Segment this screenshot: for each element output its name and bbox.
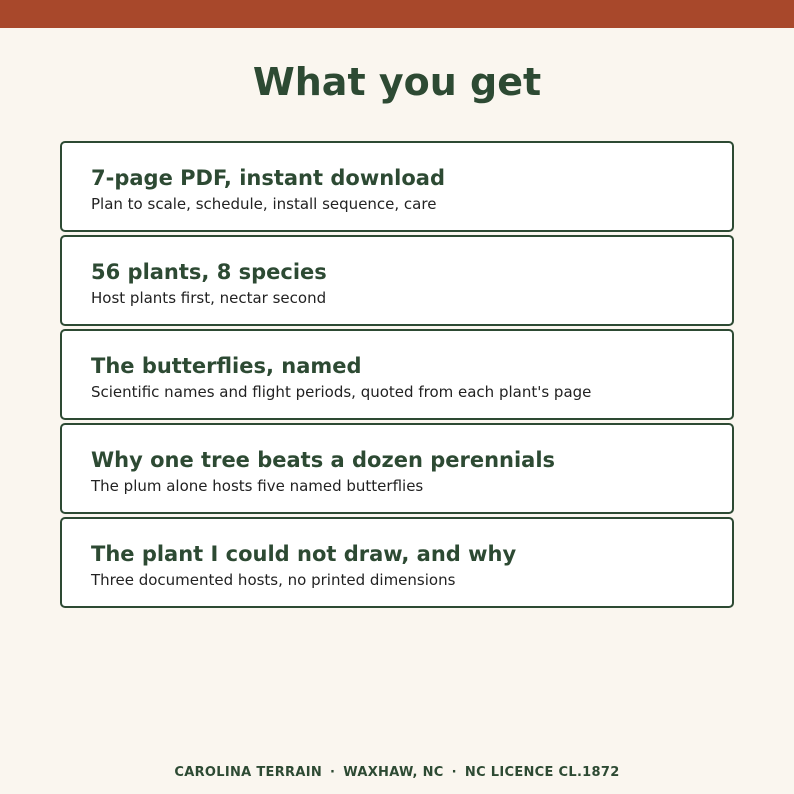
feature-card-title: 7-page PDF, instant download: [91, 166, 445, 190]
footer-separator: ·: [451, 765, 457, 780]
feature-card-description: The plum alone hosts five named butterflies: [91, 477, 424, 495]
feature-card-description: Scientific names and flight periods, quoted from each plant's page: [91, 383, 592, 401]
feature-card-title: Why one tree beats a dozen perennials: [91, 448, 556, 472]
feature-card-plants: [60, 235, 734, 326]
top-banner-bar: [0, 0, 794, 28]
feature-card-pdf: [60, 141, 734, 232]
feature-card-description: Three documented hosts, no printed dimensions: [91, 571, 456, 589]
footer-location: WAXHAW, NC: [343, 765, 444, 780]
feature-card-title: 56 plants, 8 species: [91, 260, 327, 284]
footer-licence: NC LICENCE CL.1872: [464, 765, 620, 780]
feature-card-description: Plan to scale, schedule, install sequence, care: [91, 195, 437, 213]
footer-separator: ·: [330, 765, 336, 780]
feature-card-tree: [60, 423, 734, 514]
page-title: What you get: [252, 60, 542, 104]
feature-card-description: Host plants first, nectar second: [91, 289, 327, 307]
footer: [0, 764, 794, 782]
feature-list: [60, 141, 734, 611]
feature-card-title: The butterflies, named: [91, 354, 362, 378]
feature-card-undrawn-plant: [60, 517, 734, 608]
footer-brand: CAROLINA TERRAIN: [174, 765, 323, 780]
feature-card-butterflies: [60, 329, 734, 420]
feature-card-title: The plant I could not draw, and why: [91, 542, 517, 566]
